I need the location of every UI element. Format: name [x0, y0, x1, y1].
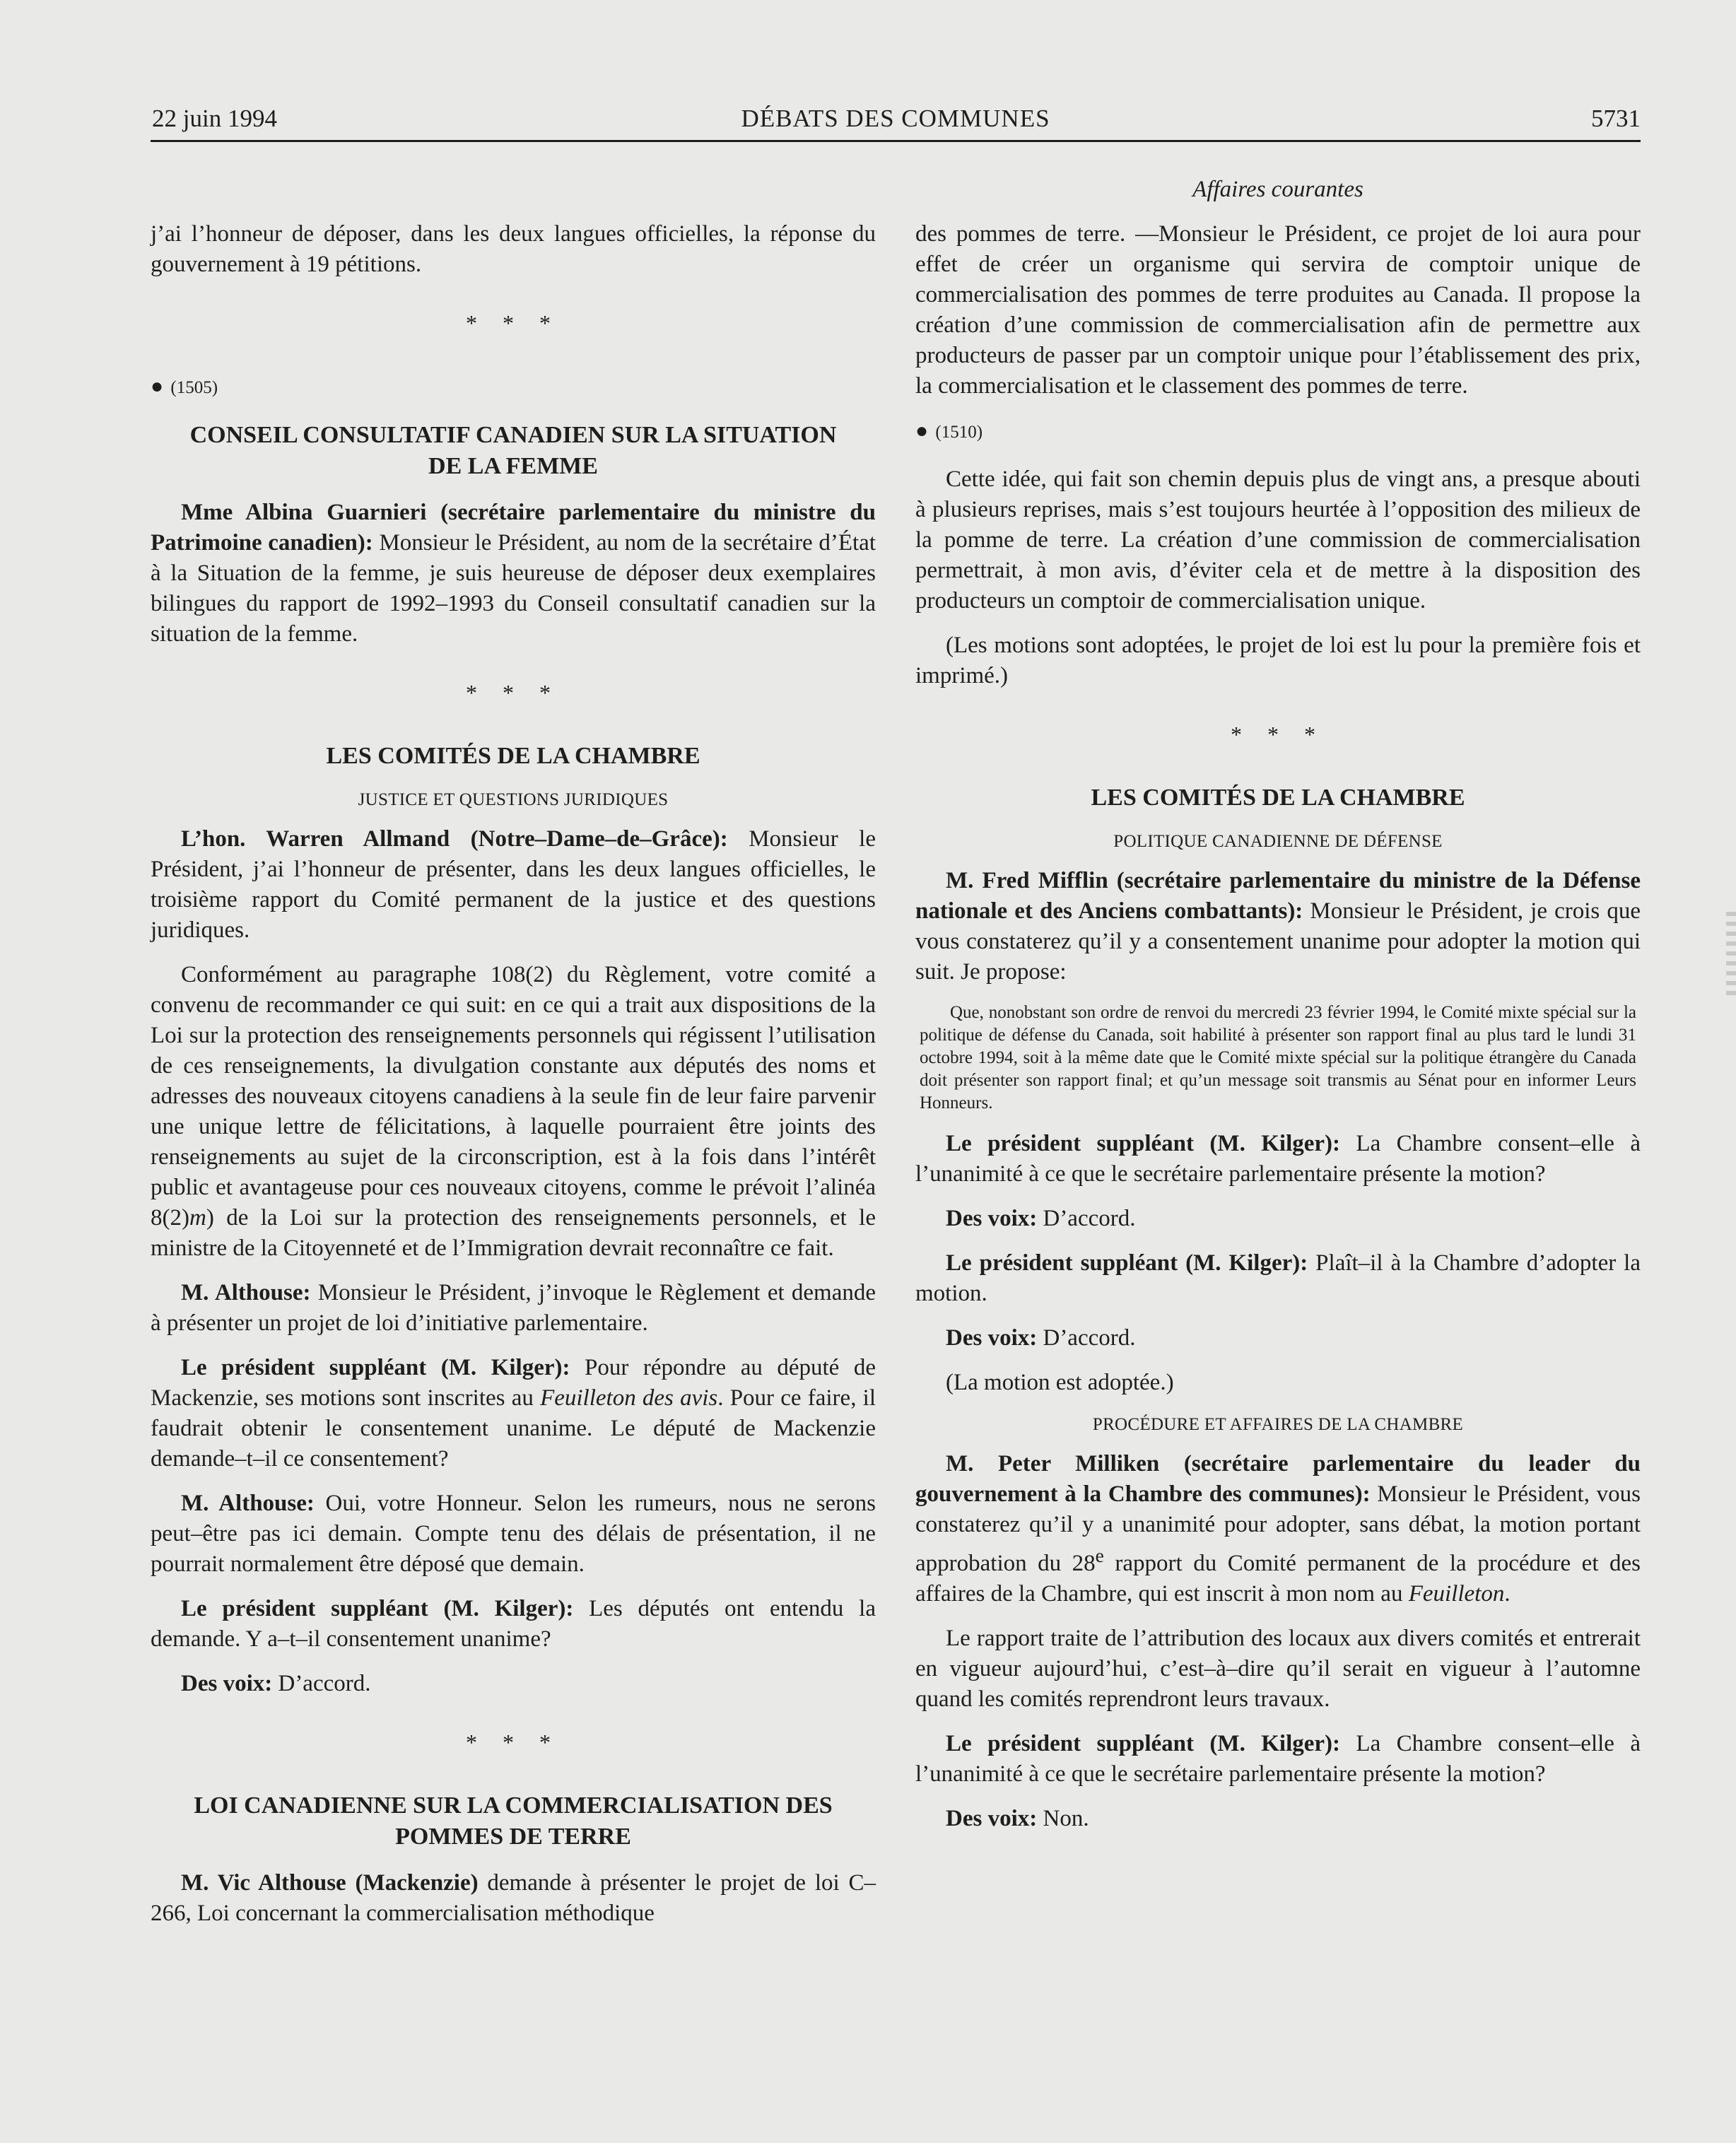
- header-rule: [151, 140, 1641, 142]
- speech-mifflin: [915, 866, 1641, 987]
- speaker-name: Des voix:: [946, 1206, 1038, 1231]
- speech-text: D’accord.: [272, 1671, 371, 1696]
- timestamp: [915, 416, 1641, 447]
- page-number: 5731: [1591, 105, 1641, 132]
- speech-text: Monsieur le Président, je crois que vous constaterez qu’il y a consentement unanime pour adopter la motion qui suit. Je propose:: [915, 898, 1641, 985]
- speech-althouse: [151, 1489, 876, 1580]
- text-span: ) de la Loi sur la protection des renseignements personnels, et le ministre de la Citoyenneté et de l’Immigration devrait reconnaître ce fait.: [151, 1205, 876, 1261]
- section-heading: Affaires courantes: [1192, 177, 1363, 202]
- speech-text: D’accord.: [1037, 1206, 1136, 1231]
- speaker-name: M. Althouse:: [181, 1280, 311, 1305]
- page-date: 22 juin 1994: [152, 105, 277, 132]
- speech-kilger: [915, 1248, 1641, 1309]
- speech-text: . Pour ce faire, il faudrait obtenir le consentement unanime. Le député de Mackenzie demande–t–il ce consentement?: [151, 1385, 876, 1472]
- paragraph: des pommes de terre. —Monsieur le Président, ce projet de loi aura pour effet de créer un organisme qui servira de comptoir unique de commercialisation des pommes de terre produites au Canada. Il propose la création d’une commission de commercialisation afin de permettre aux producteurs de passer par un comptoir unique pour l’établissement des prix, la commercialisation et le classement des pommes de terre.: [915, 221, 1641, 399]
- speaker-name: M. Peter Milliken (secrétaire parlementaire du leader du gouvernement à la Chambre des communes):: [915, 1451, 1641, 1507]
- speech-text: Monsieur le Président, au nom de la secrétaire d’État à la Situation de la femme, je suis heureuse de déposer deux exemplaires bilingues du rapport de 1992–1993 du Conseil consultatif canadien sur la situation de la femme.: [151, 530, 876, 647]
- running-head: [151, 99, 1641, 139]
- bullet-icon: ●: [151, 375, 164, 398]
- section-separator: * * *: [466, 680, 561, 705]
- publication-title: DÉBATS DES COMMUNES: [741, 105, 1050, 132]
- speaker-name: Le président suppléant (M. Kilger):: [946, 1731, 1341, 1756]
- speech-althouse: [151, 1278, 876, 1339]
- paragraph: (La motion est adoptée.): [946, 1370, 1174, 1395]
- speaker-name: Mme Albina Guarnieri (secrétaire parlementaire du ministre du Patrimoine canadien):: [151, 500, 876, 556]
- section-separator: * * *: [466, 310, 561, 336]
- speech-kilger: [915, 1729, 1641, 1790]
- heading-comites: LES COMITÉS DE LA CHAMBRE: [326, 743, 700, 769]
- speech-voix: [915, 1804, 1641, 1834]
- bullet-icon: ●: [915, 419, 929, 442]
- speech-text: Oui, votre Honneur. Selon les rumeurs, nous ne serons peut–être pas ici demain. Compte tenu des délais de présentation, il ne pourrait normalement être déposé que demain.: [151, 1491, 876, 1577]
- speaker-name: Le président suppléant (M. Kilger):: [181, 1355, 570, 1380]
- speech-kilger: [151, 1353, 876, 1474]
- subheading-defense: POLITIQUE CANADIENNE DE DÉFENSE: [1113, 832, 1443, 851]
- heading-conseil: CONSEIL CONSULTATIF CANADIEN SUR LA SITUATION DE LA FEMME: [189, 422, 837, 479]
- paragraph-conformement: [151, 960, 876, 1264]
- speech-milliken: [915, 1449, 1641, 1609]
- italic-letter: m: [189, 1205, 206, 1231]
- paragraph: (Les motions sont adoptées, le projet de loi est lu pour la première fois et imprimé.): [915, 633, 1641, 688]
- speech-text: Monsieur le Président, j’ai l’honneur de présenter, dans les deux langues officielles, le troisième rapport du Comité permanent de la justice et des questions juridiques.: [151, 826, 876, 943]
- speech-allmand: [151, 824, 876, 946]
- speech-text: La Chambre consent–elle à l’unanimité à ce que le secrétaire parlementaire présente la motion?: [915, 1131, 1641, 1187]
- left-column: [151, 219, 876, 1943]
- timestamp: [151, 371, 876, 403]
- motion-quote: Que, nonobstant son ordre de renvoi du mercredi 23 février 1994, le Comité mixte spécial sur la politique de défense du Canada, soit habilité à présenter son rapport final au plus tard le lundi 31 octobre 1994, soit à la même date que le Comité mixte spécial sur la politique étrangère du Canada doit présenter son rapport final; et qu’un message soit transmis au Sénat pour en informer Leurs Honneurs.: [920, 1003, 1636, 1112]
- speaker-name: Des voix:: [181, 1671, 273, 1696]
- text-span: Conformément au paragraphe 108(2) du Règlement, votre comité a convenu de recommander ce qui suit: en ce qui a trait aux dispositions de la Loi sur la protection des renseignements personnels qui régissent l’utilisation de ces renseignements, la divulgation constante aux députés des noms et adresses des nouveaux citoyens canadiens à la seule fin de leur faire parvenir une unique lettre de félicitations, à laquelle pourraient être joints des renseignements au sujet de la circonscription, est à la fois dans l’intérêt public et avantageuse pour ces nouveaux citoyens, comme le prévoit l’alinéa 8(2): [151, 962, 876, 1231]
- speech-kilger: [151, 1594, 876, 1655]
- speech-text: Monsieur le Président, vous constaterez qu’il y a unanimité pour adopter, sans débat, la motion portant approbation du 28: [915, 1481, 1641, 1576]
- timestamp-text: (1505): [170, 378, 218, 397]
- speaker-name: Le président suppléant (M. Kilger):: [181, 1596, 574, 1621]
- speaker-name: Le président suppléant (M. Kilger):: [946, 1131, 1341, 1156]
- speaker-name: Le président suppléant (M. Kilger):: [946, 1250, 1308, 1276]
- speaker-name: M. Vic Althouse (Mackenzie): [181, 1870, 479, 1896]
- speech-voix: [915, 1323, 1641, 1354]
- speech-guarnieri: [151, 498, 876, 650]
- speech-text: Plaît–il à la Chambre d’adopter la motion.: [915, 1250, 1641, 1306]
- heading-comites: LES COMITÉS DE LA CHAMBRE: [1091, 785, 1465, 811]
- italic-title: Feuilleton des avis: [540, 1385, 718, 1411]
- section-separator: * * *: [1231, 722, 1325, 747]
- speech-voix: [915, 1204, 1641, 1234]
- speech-text: demande à présenter le projet de loi C–266, Loi concernant la commercialisation méthodique: [151, 1870, 876, 1926]
- speaker-name: Des voix:: [946, 1325, 1038, 1351]
- speaker-name: L’hon. Warren Allmand (Notre–Dame–de–Grâce):: [181, 826, 728, 852]
- italic-title: Feuilleton: [1408, 1581, 1505, 1607]
- speech-vic-althouse: [151, 1868, 876, 1929]
- speech-text: .: [1504, 1581, 1511, 1607]
- speech-voix: [151, 1669, 876, 1699]
- speaker-name: Des voix:: [946, 1806, 1038, 1831]
- speech-text: Les députés ont entendu la demande. Y a–t–il consentement unanime?: [151, 1596, 876, 1652]
- speaker-name: M. Althouse:: [181, 1491, 315, 1516]
- speech-kilger: [915, 1129, 1641, 1190]
- speaker-name: M. Fred Mifflin (secrétaire parlementaire du ministre de la Défense nationale et des Anciens combattants):: [915, 868, 1641, 924]
- speech-text: Non.: [1037, 1806, 1089, 1831]
- speech-text: D’accord.: [1037, 1325, 1136, 1351]
- subheading-procedure: PROCÉDURE ET AFFAIRES DE LA CHAMBRE: [1092, 1415, 1464, 1434]
- paragraph: Cette idée, qui fait son chemin depuis plus de vingt ans, a presque abouti à plusieurs reprises, mais s’est toujours heurtée à l’opposition des milieux de la pomme de terre. La création d’une commission de commercialisation permettrait, à mon avis, d’éviter cela et de mettre à la disposition des producteurs un comptoir de commercialisation unique.: [915, 466, 1641, 613]
- speech-text: Pour répondre au député de Mackenzie, ses motions sont inscrites au: [151, 1355, 876, 1411]
- timestamp-text: (1510): [935, 423, 983, 442]
- right-column: [915, 219, 1641, 1848]
- paragraph: Le rapport traite de l’attribution des locaux aux divers comités et entrerait en vigueur aujourd’hui, c’est–à–dire qu’il serait en vigueur à l’automne quand les comités reprendront leurs travaux.: [915, 1626, 1641, 1712]
- heading-loi: LOI CANADIENNE SUR LA COMMERCIALISATION DES POMMES DE TERRE: [194, 1792, 833, 1850]
- subheading-justice: JUSTICE ET QUESTIONS JURIDIQUES: [358, 790, 669, 809]
- superscript: e: [1095, 1544, 1104, 1566]
- paragraph: j’ai l’honneur de déposer, dans les deux langues officielles, la réponse du gouvernement à 19 pétitions.: [151, 221, 876, 277]
- scan-edge-mark: [1726, 912, 1736, 997]
- speech-text: La Chambre consent–elle à l’unanimité à ce que le secrétaire parlementaire présente la motion?: [915, 1731, 1641, 1787]
- section-separator: * * *: [466, 1730, 561, 1755]
- speech-text: rapport du Comité permanent de la procédure et des affaires de la Chambre, qui est inscrit à mon nom au: [915, 1551, 1641, 1607]
- speech-text: Monsieur le Président, j’invoque le Règlement et demande à présenter un projet de loi d’initiative parlementaire.: [151, 1280, 876, 1336]
